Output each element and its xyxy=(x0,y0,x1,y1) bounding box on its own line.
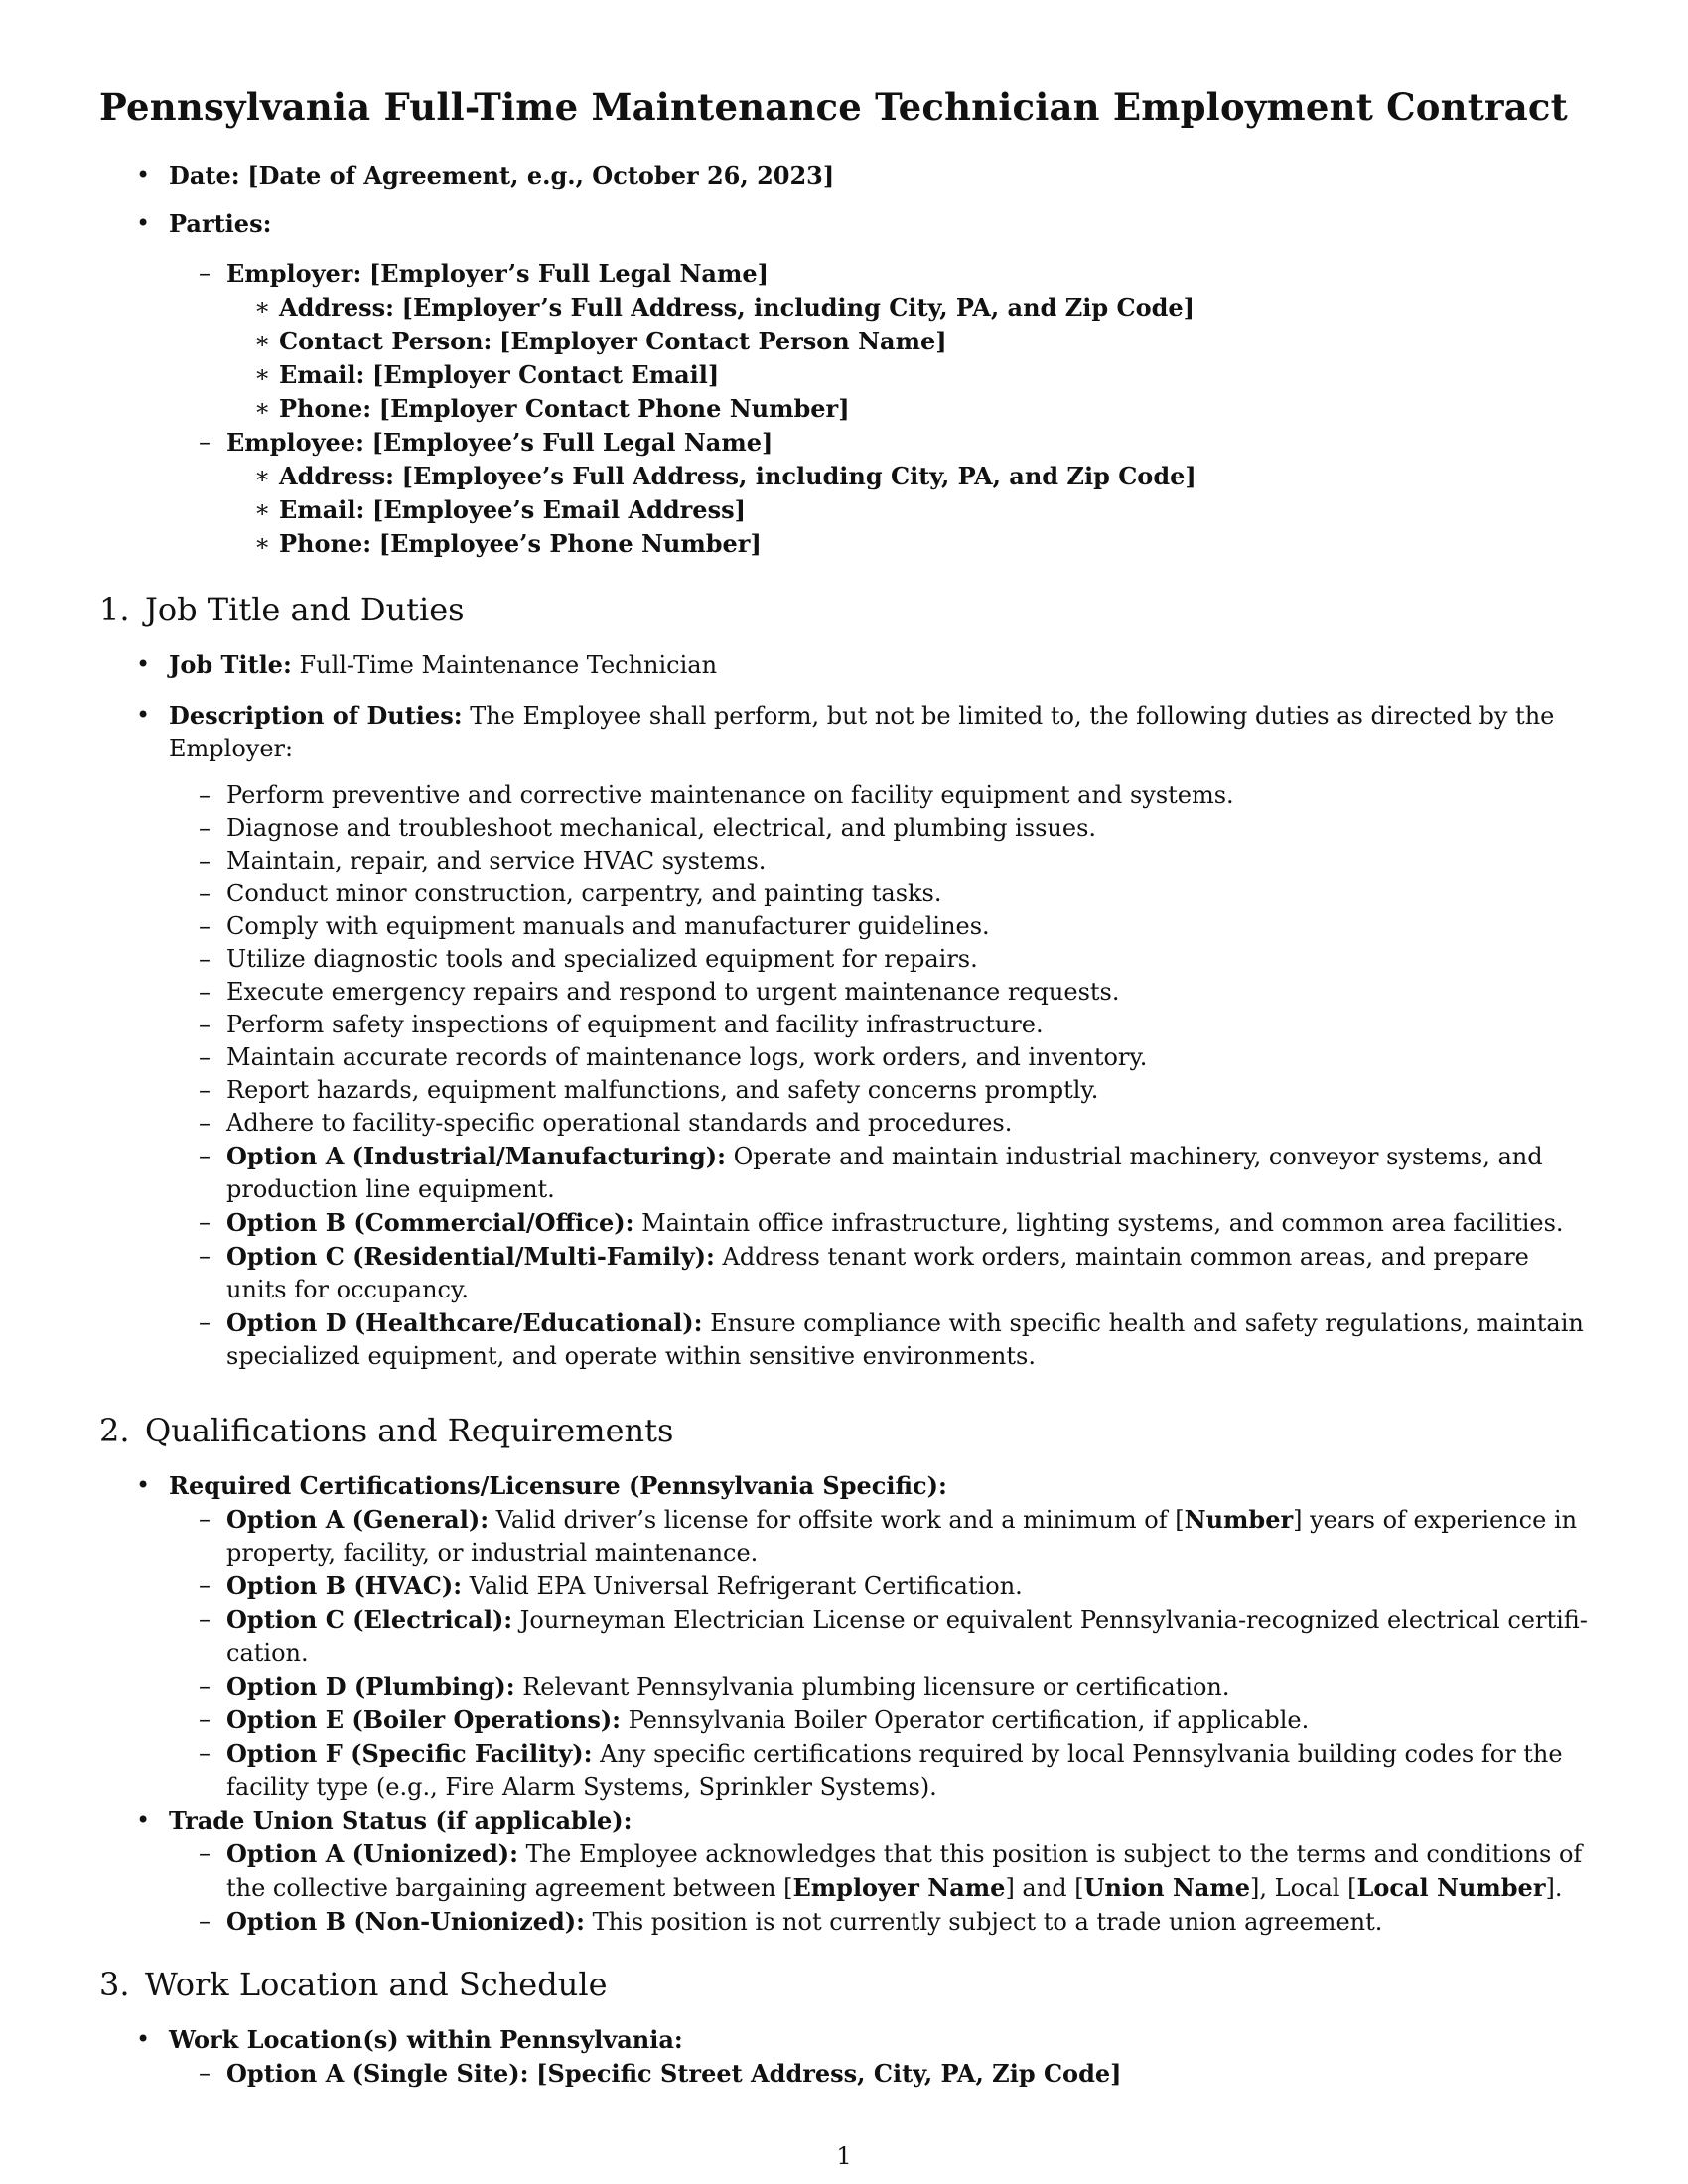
option-label: Option A (General): xyxy=(226,1505,490,1534)
option-label: Option D (Healthcare/Educational): xyxy=(226,1308,703,1337)
option-label: Option A (Industrial/Manufacturing): xyxy=(226,1142,726,1170)
page-number: 1 xyxy=(836,2142,852,2170)
field-label: Phone: xyxy=(279,529,372,558)
option-text: Operate and maintain industrial machinery, conveyor systems, and xyxy=(733,1143,1543,1170)
option-text-cont: ] and [ xyxy=(1005,1874,1084,1902)
duties-item xyxy=(99,699,1589,765)
section-number: 1. xyxy=(99,591,130,628)
union-option-a xyxy=(99,1838,1589,1905)
cert-option-a xyxy=(99,1503,1589,1570)
duties-list xyxy=(99,779,1589,1373)
cert-option-d xyxy=(99,1670,1589,1704)
option-text-cont: specialized equipment, and operate within sensitive environments. xyxy=(226,1342,1036,1370)
option-text-cont: facility type (e.g., Fire Alarm Systems, Sprinkler Systems). xyxy=(226,1773,937,1801)
cert-option-c xyxy=(99,1603,1589,1670)
employer-value: [Employer’s Full Legal Name] xyxy=(368,259,769,288)
option-text: Any specific certifications required by local Pennsylvania building codes for the xyxy=(600,1740,1563,1768)
header-info xyxy=(99,159,1589,241)
option-text: Relevant Pennsylvania plumbing licensure or certification. xyxy=(522,1673,1230,1701)
placeholder-local-number: Local Number xyxy=(1356,1873,1546,1902)
duties-intro: The Employee shall perform, but not be limited to, the following duties as directed by the xyxy=(470,702,1555,730)
employee-item xyxy=(99,426,1589,460)
option-label: Option A (Unionized): xyxy=(226,1840,518,1868)
section-2-heading xyxy=(99,1412,673,1449)
option-text: Maintain office infrastructure, lighting systems, and common area facilities. xyxy=(641,1209,1564,1237)
option-label: Option F (Specific Facility): xyxy=(226,1739,593,1768)
union-option-b xyxy=(99,1905,1589,1939)
field-label: Email: xyxy=(279,495,365,524)
employee-label: Employee: xyxy=(226,428,364,457)
field-value: [Employer Contact Phone Number] xyxy=(378,394,850,423)
certifications-item xyxy=(99,1469,1589,1503)
employer-contact xyxy=(99,325,1589,358)
job-title-value: Full-Time Maintenance Technician xyxy=(299,651,718,679)
option-text-cont: production line equipment. xyxy=(226,1175,555,1203)
employer-label: Employer: xyxy=(226,259,362,288)
duty-option-d xyxy=(99,1306,1589,1373)
option-label: Option A (Single Site): xyxy=(226,2059,529,2088)
employee-value: [Employee’s Full Legal Name] xyxy=(371,428,774,457)
option-text-cont: property, facility, or industrial maintenance. xyxy=(226,1539,759,1567)
cert-option-b xyxy=(99,1570,1589,1603)
duties-label: Description of Duties: xyxy=(169,701,463,730)
employer-item xyxy=(99,257,1589,291)
option-text: Valid driver’s license for offsite work and a minimum of [ xyxy=(495,1506,1185,1534)
option-text: This position is not currently subject to a trade union agreement. xyxy=(592,1908,1383,1936)
field-value: [Employer Contact Person Name] xyxy=(499,327,947,355)
option-label: Option B (Non-Unionized): xyxy=(226,1907,586,1936)
section-1-heading xyxy=(99,591,465,628)
union-status-label: Trade Union Status (if applicable): xyxy=(169,1806,633,1835)
duty-option-a xyxy=(99,1140,1589,1206)
employer-address xyxy=(99,291,1589,325)
option-label: Option B (Commercial/Office): xyxy=(226,1208,634,1237)
option-label: Option D (Plumbing): xyxy=(226,1672,515,1701)
employer-phone xyxy=(99,392,1589,426)
option-text-cont: units for occupancy. xyxy=(226,1276,469,1303)
section-2-list xyxy=(99,1469,1589,1939)
work-location-label: Work Location(s) within Pennsylvania: xyxy=(169,2025,683,2054)
employee-phone xyxy=(99,527,1589,561)
section-1-list xyxy=(99,648,1589,765)
list-item: – Execute emergency repairs and respond to urgent maintenance requests. xyxy=(99,976,1589,1009)
option-text-cont: the collective bargaining agreement between [ xyxy=(226,1874,793,1902)
field-value: [Employee’s Phone Number] xyxy=(378,529,762,558)
option-text: Journeyman Electrician License or equivalent Pennsylvania-recognized electrical certifi- xyxy=(519,1606,1588,1634)
document-title: Pennsylvania Full-Time Maintenance Technician Employment Contract xyxy=(99,85,1568,129)
job-title-label: Job Title: xyxy=(169,650,292,679)
location-option-a xyxy=(99,2057,1589,2091)
option-text-cont: ], Local [ xyxy=(1250,1874,1357,1902)
option-text: Pennsylvania Boiler Operator certification, if applicable. xyxy=(628,1706,1310,1734)
placeholder-employer-name: Employer Name xyxy=(792,1873,1006,1902)
field-value: [Employee’s Email Address] xyxy=(371,495,746,524)
field-label: Phone: xyxy=(279,394,372,423)
field-value: [Employee’s Full Address, including City, PA, and Zip Code] xyxy=(401,462,1196,490)
field-label: Contact Person: xyxy=(279,327,492,355)
employer-email xyxy=(99,358,1589,392)
option-text: Address tenant work orders, maintain common areas, and prepare xyxy=(722,1243,1529,1271)
parties-label: Parties: xyxy=(169,209,272,238)
placeholder-number: Number xyxy=(1184,1505,1294,1534)
union-status-item xyxy=(99,1804,1589,1838)
section-title: Work Location and Schedule xyxy=(145,1966,608,2003)
list-item: – Adhere to facility-specific operational standards and procedures. xyxy=(99,1107,1589,1140)
date-label: Date: xyxy=(169,161,240,190)
list-item: – Comply with equipment manuals and manufacturer guidelines. xyxy=(99,910,1589,943)
list-item: – Perform preventive and corrective maintenance on facility equipment and systems. xyxy=(99,779,1589,812)
option-label: Option B (HVAC): xyxy=(226,1571,463,1600)
section-title: Job Title and Duties xyxy=(145,591,465,628)
option-text: The Employee acknowledges that this position is subject to the terms and conditions of xyxy=(525,1841,1583,1868)
list-item: – Maintain, repair, and service HVAC systems. xyxy=(99,845,1589,878)
duty-option-b xyxy=(99,1206,1589,1240)
field-label: Address: xyxy=(279,293,394,322)
option-text-cont: cation. xyxy=(226,1639,309,1667)
employee-address xyxy=(99,460,1589,493)
field-label: Address: xyxy=(279,462,394,490)
duty-option-c xyxy=(99,1240,1589,1306)
job-title-item xyxy=(99,648,1589,682)
list-item: – Perform safety inspections of equipment and facility infrastructure. xyxy=(99,1009,1589,1041)
parties-list xyxy=(99,257,1589,561)
duties-intro-cont: Employer: xyxy=(169,735,294,762)
section-3-list xyxy=(99,2023,1589,2091)
list-item: – Diagnose and troubleshoot mechanical, electrical, and plumbing issues. xyxy=(99,812,1589,845)
list-item: – Report hazards, equipment malfunctions, and safety concerns promptly. xyxy=(99,1074,1589,1107)
placeholder-union-name: Union Name xyxy=(1083,1873,1251,1902)
option-label: Option C (Residential/Multi-Family): xyxy=(226,1242,715,1271)
section-number: 3. xyxy=(99,1966,130,2003)
field-value: [Employer Contact Email] xyxy=(371,360,720,389)
certifications-label: Required Certifications/Licensure (Pennsylvania Specific): xyxy=(169,1471,947,1500)
list-item: – Conduct minor construction, carpentry, and painting tasks. xyxy=(99,878,1589,910)
section-title: Qualifications and Requirements xyxy=(145,1412,674,1449)
list-item: – Utilize diagnostic tools and specialized equipment for repairs. xyxy=(99,943,1589,976)
option-text: ] years of experience in xyxy=(1293,1506,1578,1534)
work-location-item xyxy=(99,2023,1589,2057)
section-3-heading xyxy=(99,1966,608,2003)
cert-option-e xyxy=(99,1704,1589,1737)
field-value: [Employer’s Full Address, including City, PA, and Zip Code] xyxy=(401,293,1195,322)
cert-option-f xyxy=(99,1737,1589,1804)
option-text: Ensure compliance with specific health and safety regulations, maintain xyxy=(710,1309,1584,1337)
option-label: Option E (Boiler Operations): xyxy=(226,1706,622,1734)
option-label: Option C (Electrical): xyxy=(226,1605,513,1634)
option-value: [Specific Street Address, City, PA, Zip Code] xyxy=(536,2059,1122,2088)
option-text-cont: ]. xyxy=(1545,1874,1563,1902)
option-text: Valid EPA Universal Refrigerant Certification. xyxy=(469,1572,1023,1600)
section-number: 2. xyxy=(99,1412,130,1449)
employee-email xyxy=(99,493,1589,527)
parties-item xyxy=(99,207,1589,241)
field-label: Email: xyxy=(279,360,365,389)
date-value: [Date of Agreement, e.g., October 26, 2023] xyxy=(247,161,835,190)
list-item: – Maintain accurate records of maintenance logs, work orders, and inventory. xyxy=(99,1041,1589,1074)
date-item xyxy=(99,159,1589,193)
